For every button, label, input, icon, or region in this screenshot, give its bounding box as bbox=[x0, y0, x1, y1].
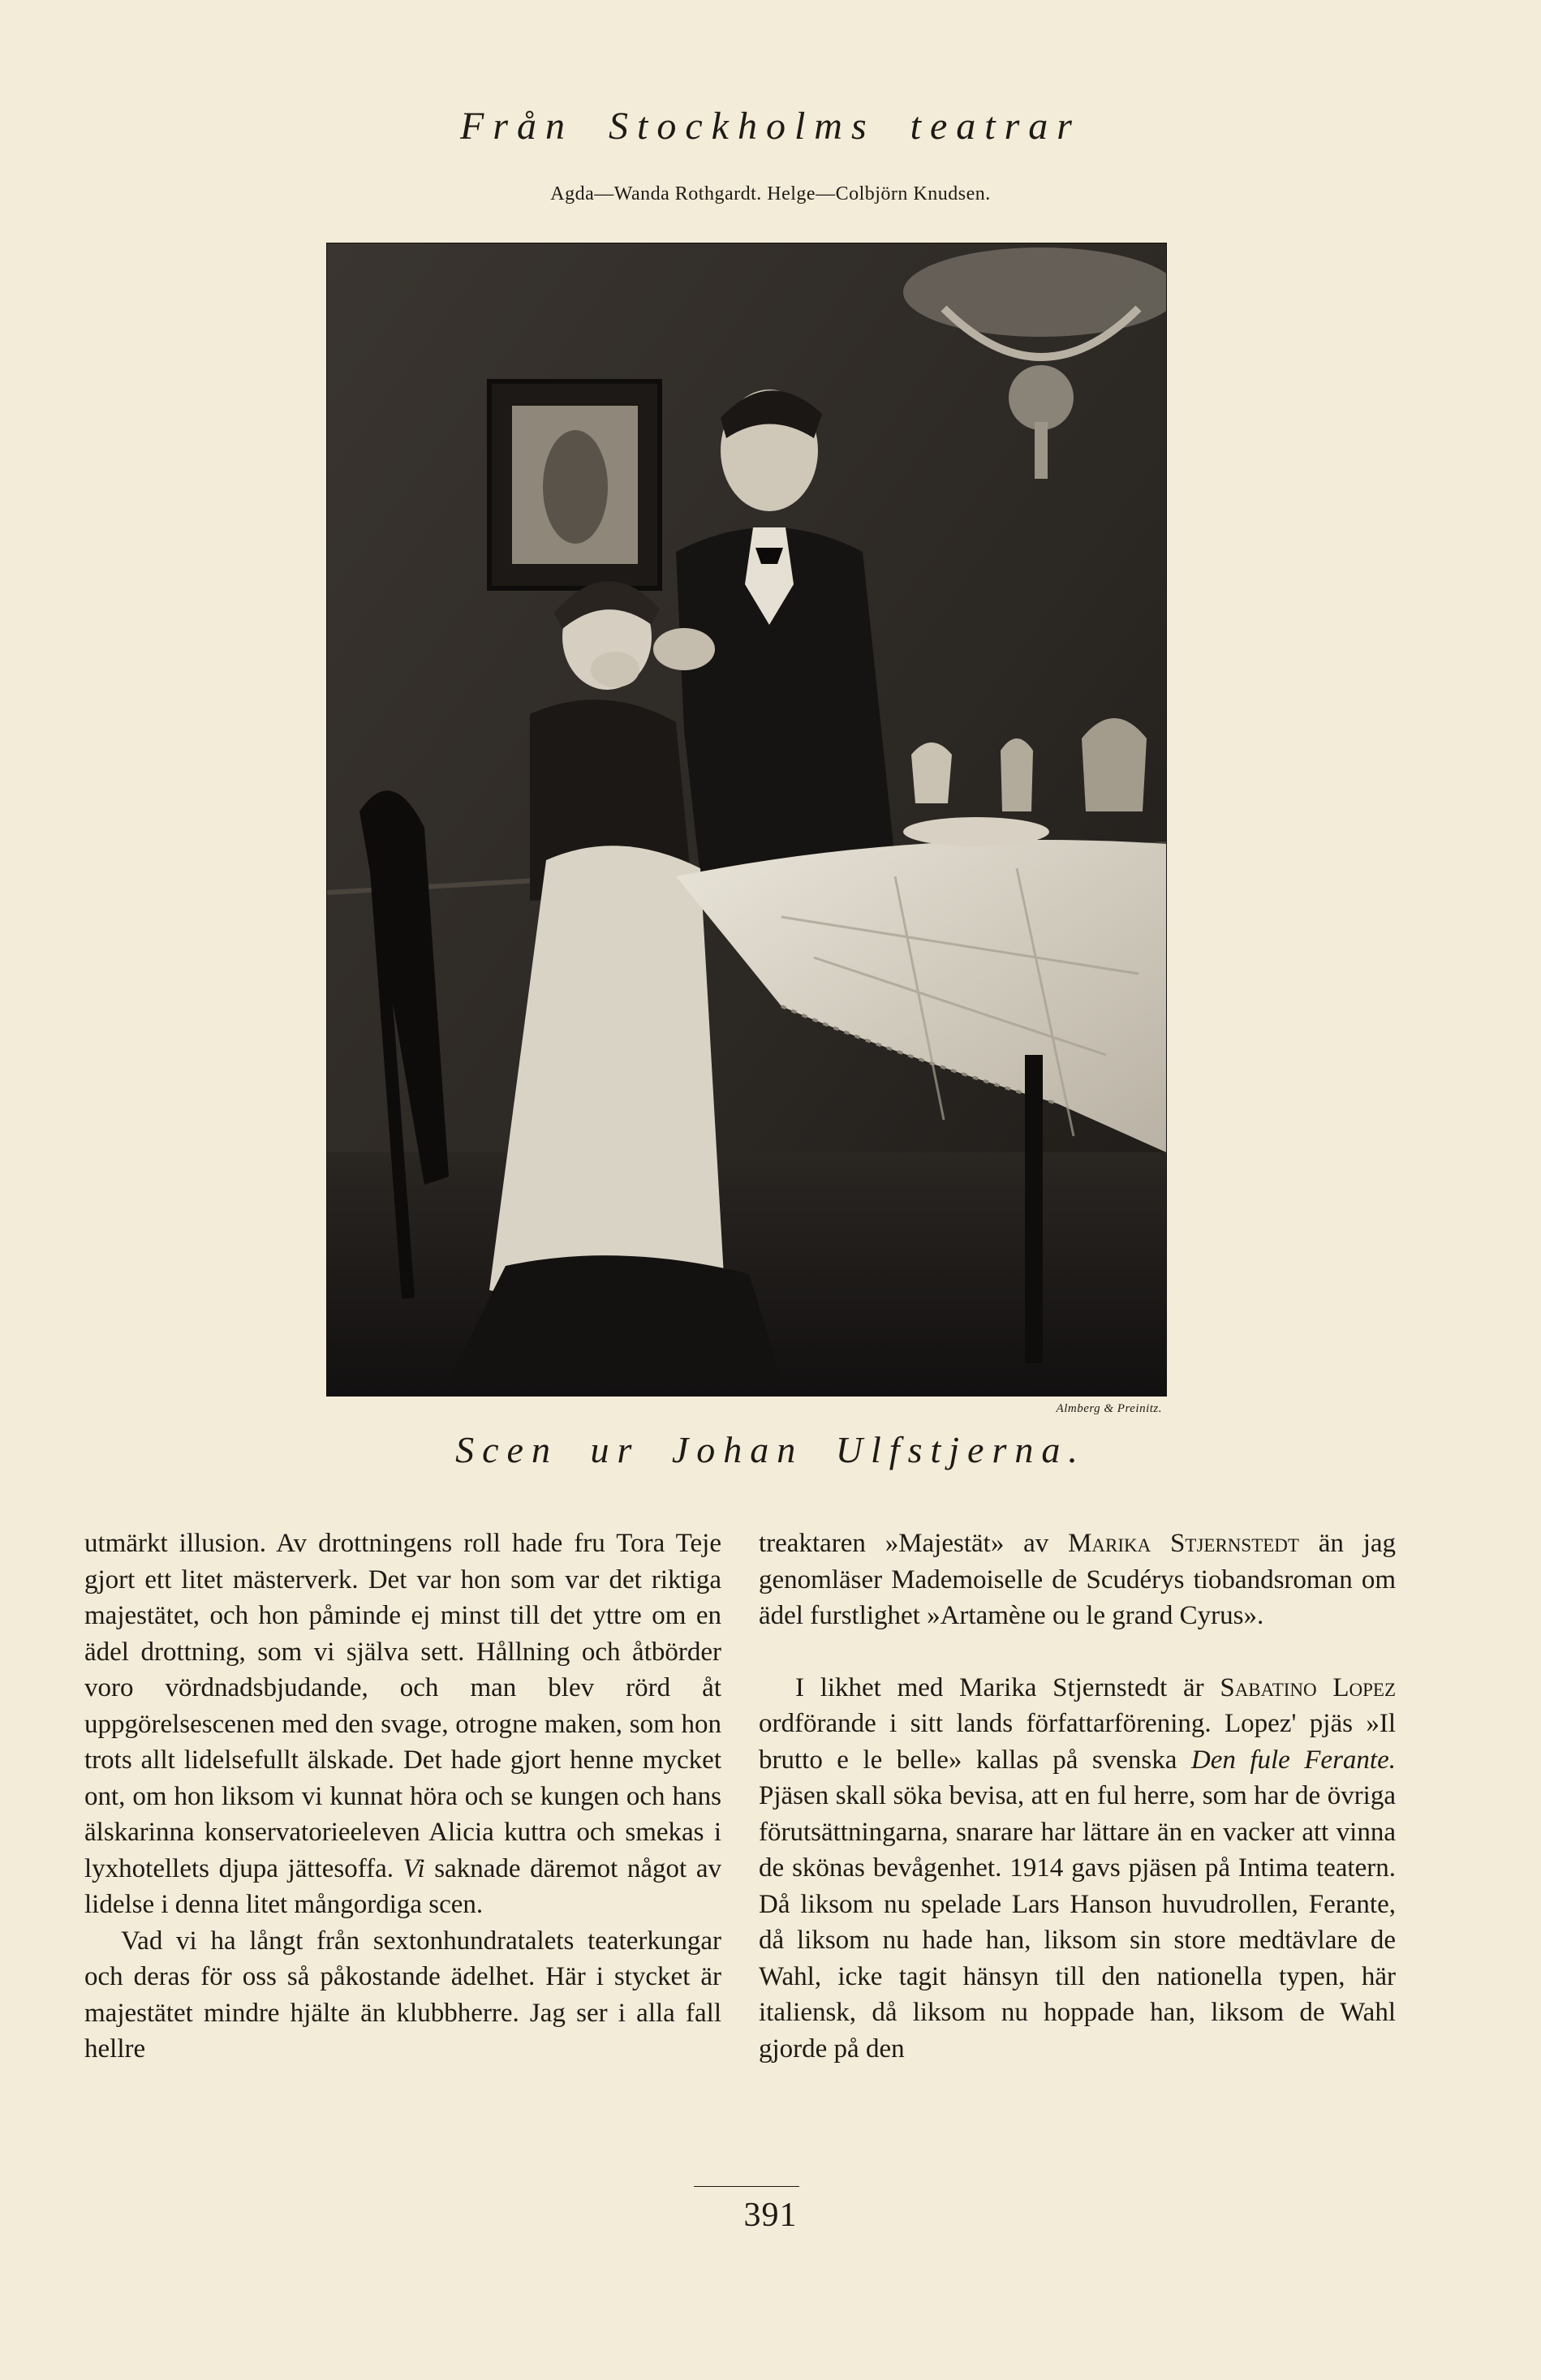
photo-credit: Almberg & Preinitz. bbox=[1056, 1402, 1162, 1415]
author-marika-stjernstedt: Marika Stjernstedt bbox=[1068, 1529, 1299, 1558]
right-column bbox=[759, 1526, 1396, 2067]
scene-photograph bbox=[327, 243, 1166, 1396]
photo-caption: Scen ur Johan Ulfstjerna. bbox=[455, 1429, 1086, 1470]
paragraph-gap bbox=[759, 1634, 1396, 1670]
right-paragraph-2: I likhet med Marika Stjernstedt är Sabatino Lopez ordförande i sitt lands författarförening. Lopez' pjäs »Il brutto e le belle» kallas på svenska Den fule Ferante. Pjäsen skall söka bevisa, att en ful herre, som har de övriga förutsättningarna, snarare har lättare än en vacker att vinna de skönas bevågenhet. 1914 gavs pjäsen på Intima teatern. Då liksom nu spelade Lars Hanson huvudrollen, Ferante, då liksom nu hade han, liksom sin store medtävlare de Wahl, icke tagit hänsyn till den nationella typen, här italiensk, då liksom nu hoppade han, liksom de Wahl gjorde på den bbox=[759, 1672, 1397, 2064]
emphasis-vi: Vi bbox=[402, 1853, 425, 1883]
running-head: Från Stockholms teatrar bbox=[460, 105, 1081, 148]
footer-rule bbox=[694, 2186, 799, 2187]
left-paragraph-1: utmärkt illusion. Av drottningens roll hade fru Tora Teje gjort ett litet mästerverk. Det var hon som var det riktiga majestätet, och hon påminde ej minst till det yttre om en ädel drottning, som vi själva sett. Hållning och åtbörder voro vördnadsbjudande, och man blev rörd åt uppgörelsescenen med den svage, otrogne maken, som hon trots allt lidelsefullt älskade. Det hade gjort henne mycket ont, om hon liksom vi kunnat höra och se kungen och hans älskarinna konservatorieeleven Alicia kuttra och smekas i lyxhotellets djupa jättesoffa. Vi saknade däremot något av lidelse i denna litet mångordiga scen. bbox=[84, 1529, 722, 1919]
photograph-illustration bbox=[327, 243, 1166, 1396]
left-column bbox=[84, 1526, 721, 2068]
author-sabatino-lopez: Sabatino Lopez bbox=[1220, 1672, 1397, 1702]
left-paragraph-2: Vad vi ha långt från sextonhundratalets teaterkungar och deras för oss så påkostande ädelhet. Här i stycket är majestätet mindre hjälte än klubbherre. Jag ser i alla fall hellre bbox=[84, 1926, 721, 2064]
cast-line: Agda—Wanda Rothgardt. Helge—Colbjörn Knudsen. bbox=[550, 183, 991, 204]
right-paragraph-1: treaktaren »Majestät» av Marika Stjernstedt än jag genomläser Mademoiselle de Scudérys tiobandsroman om ädel furstlighet »Artamène ou le grand Cyrus». bbox=[759, 1529, 1397, 1630]
play-title: Den fule Ferante. bbox=[1190, 1745, 1396, 1775]
page-number: 391 bbox=[743, 2197, 798, 2234]
